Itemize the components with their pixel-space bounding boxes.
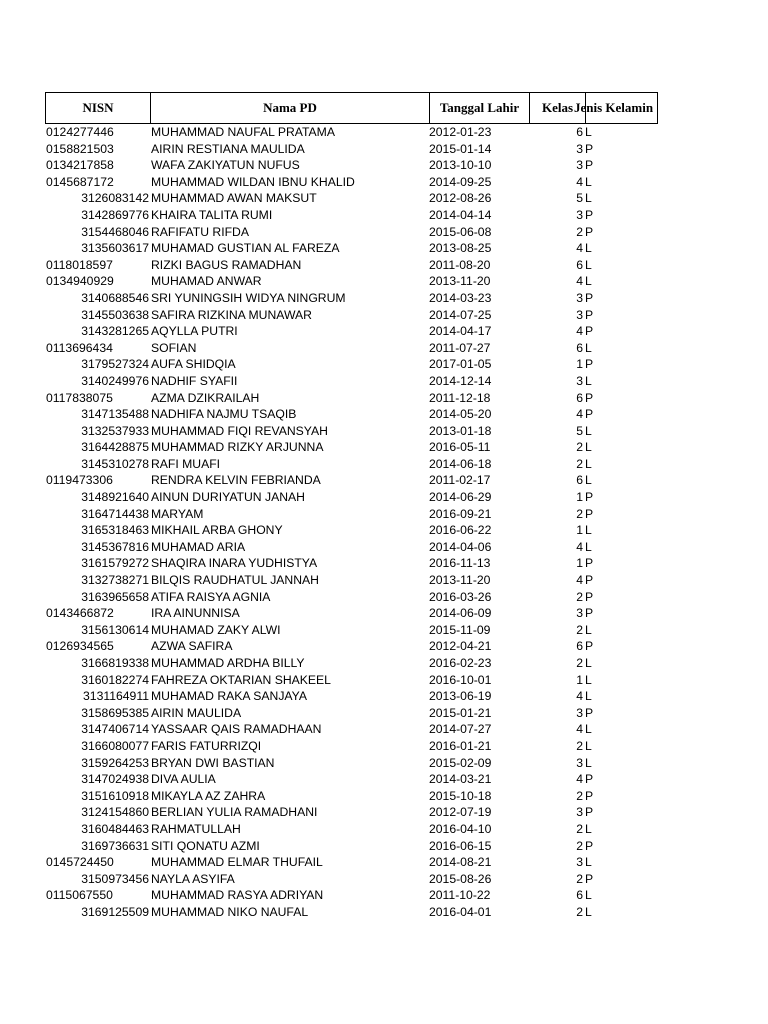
- cell-nama: WAFA ZAKIYATUN NUFUS: [151, 158, 300, 173]
- cell-kelas: 6: [576, 390, 583, 405]
- cell-nisn: 0134940929: [46, 274, 114, 289]
- cell-nisn: 3143281265: [81, 324, 149, 339]
- table-row: [45, 605, 658, 622]
- table-row: [45, 838, 658, 855]
- cell-nisn: 3164714438: [81, 506, 149, 521]
- table-row: [45, 804, 658, 821]
- cell-kelas: 2: [576, 589, 583, 604]
- table-row: [45, 174, 658, 191]
- table-row: [45, 871, 658, 888]
- cell-jenis-kelamin: P: [585, 224, 594, 239]
- cell-tanggal-lahir: 2015-08-26: [429, 871, 492, 886]
- cell-kelas: 6: [576, 340, 583, 355]
- cell-nisn: 3124154860: [81, 805, 149, 820]
- table-row: [45, 240, 658, 257]
- cell-nisn: 3166819338: [81, 656, 149, 670]
- cell-nama: SITI QONATU AZMI: [151, 838, 260, 853]
- cell-tanggal-lahir: 2013-06-19: [429, 689, 492, 704]
- cell-nama: SAFIRA RIZKINA MUNAWAR: [151, 307, 312, 322]
- cell-nisn: 3148921640: [81, 490, 149, 505]
- cell-jenis-kelamin: L: [585, 340, 592, 355]
- cell-nisn: 0119473306: [46, 473, 113, 488]
- cell-nisn: 0124277446: [46, 125, 114, 139]
- table-row: [45, 340, 658, 357]
- cell-jenis-kelamin: L: [585, 821, 592, 836]
- cell-nisn: 3169736631: [81, 838, 149, 853]
- cell-kelas: 6: [576, 257, 583, 272]
- cell-nama: RENDRA KELVIN FEBRIANDA: [151, 473, 321, 488]
- cell-jenis-kelamin: P: [585, 556, 594, 571]
- cell-tanggal-lahir: 2014-04-06: [429, 539, 492, 554]
- cell-jenis-kelamin: P: [585, 324, 594, 339]
- cell-kelas: 1: [576, 523, 583, 538]
- cell-tanggal-lahir: 2014-03-23: [429, 290, 492, 305]
- table-row: [45, 224, 658, 241]
- cell-tanggal-lahir: 2015-01-14: [429, 141, 492, 156]
- table-row: [45, 489, 658, 506]
- cell-tanggal-lahir: 2011-08-20: [429, 257, 491, 272]
- cell-nama: ATIFA RAISYA AGNIA: [151, 589, 271, 604]
- cell-kelas: 2: [576, 622, 583, 637]
- cell-nisn: 3151610918: [81, 788, 149, 803]
- table-row: [45, 356, 658, 373]
- cell-jenis-kelamin: L: [585, 125, 592, 139]
- cell-nisn: 3147135488: [81, 407, 149, 422]
- cell-kelas: 4: [576, 274, 583, 289]
- table-row: [45, 124, 658, 141]
- cell-nisn: 3160484463: [81, 821, 149, 836]
- cell-kelas: 2: [576, 506, 583, 521]
- cell-tanggal-lahir: 2012-07-19: [429, 805, 492, 820]
- cell-jenis-kelamin: L: [585, 689, 592, 704]
- table-row: [45, 821, 658, 838]
- cell-nama: MIKHAIL ARBA GHONY: [151, 523, 283, 538]
- cell-jenis-kelamin: L: [585, 174, 592, 189]
- table-row: [45, 738, 658, 755]
- cell-kelas: 4: [576, 539, 583, 554]
- cell-tanggal-lahir: 2014-06-29: [429, 490, 492, 505]
- cell-jenis-kelamin: L: [585, 373, 592, 388]
- cell-nama: MUHAMAD RAKA SANJAYA: [151, 689, 307, 704]
- cell-tanggal-lahir: 2015-10-18: [429, 788, 492, 803]
- table-row: [45, 539, 658, 556]
- cell-kelas: 3: [576, 290, 583, 305]
- cell-tanggal-lahir: 2016-05-11: [429, 440, 491, 455]
- cell-nama: SHAQIRA INARA YUDHISTYA: [151, 556, 318, 571]
- cell-tanggal-lahir: 2016-09-21: [429, 506, 492, 521]
- cell-jenis-kelamin: P: [585, 772, 594, 787]
- cell-jenis-kelamin: P: [585, 357, 594, 372]
- cell-tanggal-lahir: 2013-01-18: [429, 423, 492, 438]
- cell-nama: BRYAN DWI BASTIAN: [151, 755, 275, 770]
- cell-kelas: 2: [576, 440, 583, 455]
- cell-jenis-kelamin: L: [585, 672, 592, 687]
- table-row: [45, 257, 658, 274]
- table-row: [45, 423, 658, 440]
- cell-jenis-kelamin: L: [585, 523, 592, 538]
- cell-tanggal-lahir: 2012-08-26: [429, 191, 492, 206]
- cell-nisn: 3169125509: [81, 904, 149, 919]
- cell-nisn: 3166080077: [81, 738, 149, 753]
- cell-tanggal-lahir: 2016-02-23: [429, 656, 492, 670]
- cell-nama: RAFI MUAFI: [151, 456, 221, 471]
- cell-nama: BERLIAN YULIA RAMADHANI: [151, 805, 318, 820]
- cell-tanggal-lahir: 2011-12-18: [429, 390, 491, 405]
- cell-tanggal-lahir: 2014-08-21: [429, 855, 492, 870]
- cell-nisn: 0145724450: [46, 855, 114, 870]
- cell-jenis-kelamin: P: [585, 407, 594, 422]
- table-row: [45, 854, 658, 871]
- cell-nisn: 0113696434: [46, 340, 113, 355]
- cell-kelas: 3: [576, 141, 583, 156]
- cell-nisn: 0145687172: [46, 174, 114, 189]
- cell-nama: RAFIFATU RIFDA: [151, 224, 249, 239]
- cell-nisn: 3156130614: [81, 622, 149, 637]
- cell-jenis-kelamin: P: [585, 705, 594, 720]
- cell-jenis-kelamin: P: [585, 207, 594, 222]
- table-row: [45, 904, 658, 921]
- cell-jenis-kelamin: L: [585, 473, 592, 488]
- cell-kelas: 6: [576, 639, 583, 654]
- cell-nisn: 3145503638: [81, 307, 149, 322]
- table-row: [45, 190, 658, 207]
- cell-tanggal-lahir: 2013-10-10: [429, 158, 492, 173]
- header-nama: Nama PD: [151, 93, 430, 123]
- cell-tanggal-lahir: 2013-08-25: [429, 241, 492, 256]
- cell-jenis-kelamin: P: [585, 871, 594, 886]
- cell-kelas: 4: [576, 241, 583, 256]
- table-row: [45, 688, 658, 705]
- cell-tanggal-lahir: 2016-11-13: [429, 556, 491, 571]
- table-row: [45, 755, 658, 772]
- cell-kelas: 2: [576, 838, 583, 853]
- cell-nama: MUHAMMAD NIKO NAUFAL: [151, 904, 309, 919]
- cell-tanggal-lahir: 2016-01-21: [429, 738, 492, 753]
- cell-nama: DIVA AULIA: [151, 772, 216, 787]
- table-row: [45, 555, 658, 572]
- cell-tanggal-lahir: 2013-11-20: [429, 573, 491, 588]
- table-row: [45, 307, 658, 324]
- cell-nisn: 0158821503: [46, 141, 114, 156]
- cell-nama: SRI YUNINGSIH WIDYA NINGRUM: [151, 290, 346, 305]
- cell-nisn: 3179527324: [81, 357, 149, 372]
- cell-nama: RAHMATULLAH: [151, 821, 241, 836]
- table-row: [45, 506, 658, 523]
- cell-jenis-kelamin: L: [585, 456, 592, 471]
- cell-kelas: 6: [576, 125, 583, 139]
- cell-tanggal-lahir: 2016-10-01: [429, 672, 492, 687]
- cell-tanggal-lahir: 2013-11-20: [429, 274, 491, 289]
- cell-kelas: 2: [576, 871, 583, 886]
- cell-tanggal-lahir: 2015-02-09: [429, 755, 492, 770]
- cell-nama: SOFIAN: [151, 340, 197, 355]
- cell-jenis-kelamin: P: [585, 506, 594, 521]
- cell-jenis-kelamin: L: [585, 656, 592, 670]
- cell-tanggal-lahir: 2015-06-08: [429, 224, 492, 239]
- cell-kelas: 2: [576, 821, 583, 836]
- header-tanggal-lahir: Tanggal Lahir: [430, 93, 530, 123]
- table-row: [45, 672, 658, 689]
- cell-nisn: 0115067550: [46, 888, 113, 903]
- cell-kelas: 4: [576, 772, 583, 787]
- cell-nisn: 3140688546: [81, 290, 149, 305]
- cell-tanggal-lahir: 2014-04-17: [429, 324, 492, 339]
- cell-tanggal-lahir: 2015-01-21: [429, 705, 492, 720]
- cell-jenis-kelamin: P: [585, 158, 594, 173]
- cell-kelas: 6: [576, 888, 583, 903]
- cell-nisn: 3126083142: [81, 191, 149, 206]
- cell-nisn: 3150973456: [81, 871, 149, 886]
- cell-nisn: 0118018597: [46, 257, 113, 272]
- cell-nisn: 3135603617: [81, 241, 149, 256]
- cell-kelas: 3: [576, 705, 583, 720]
- cell-kelas: 4: [576, 324, 583, 339]
- cell-jenis-kelamin: L: [585, 855, 592, 870]
- cell-tanggal-lahir: 2014-12-14: [429, 373, 492, 388]
- cell-nama: MUHAMMAD ARDHA BILLY: [151, 656, 305, 670]
- cell-nama: MUHAMMAD RASYA ADRIYAN: [151, 888, 324, 903]
- cell-jenis-kelamin: P: [585, 805, 594, 820]
- cell-kelas: 6: [576, 473, 583, 488]
- cell-tanggal-lahir: 2014-05-20: [429, 407, 492, 422]
- table-body: [45, 124, 658, 921]
- cell-tanggal-lahir: 2011-02-17: [429, 473, 491, 488]
- cell-kelas: 3: [576, 373, 583, 388]
- cell-nama: BILQIS RAUDHATUL JANNAH: [151, 573, 319, 588]
- table-row: [45, 572, 658, 589]
- table-row: [45, 456, 658, 473]
- cell-nisn: 0126934565: [46, 639, 114, 654]
- cell-kelas: 2: [576, 456, 583, 471]
- cell-nisn: 3160182274: [81, 672, 149, 687]
- cell-jenis-kelamin: L: [585, 755, 592, 770]
- cell-tanggal-lahir: 2016-03-26: [429, 589, 492, 604]
- cell-jenis-kelamin: P: [585, 490, 594, 505]
- cell-nisn: 0134217858: [46, 158, 114, 173]
- cell-nama: MUHAMAD ARIA: [151, 539, 246, 554]
- cell-kelas: 1: [576, 672, 583, 687]
- cell-nama: AUFA SHIDQIA: [151, 357, 236, 372]
- table-row: [45, 390, 658, 407]
- cell-nama: FARIS FATURRIZQI: [151, 738, 262, 753]
- cell-jenis-kelamin: P: [585, 639, 594, 654]
- cell-nisn: 3132537933: [81, 423, 149, 438]
- cell-tanggal-lahir: 2016-06-15: [429, 838, 492, 853]
- cell-tanggal-lahir: 2014-04-14: [429, 207, 492, 222]
- cell-kelas: 3: [576, 158, 583, 173]
- cell-kelas: 2: [576, 656, 583, 670]
- cell-nisn: 3145367816: [81, 539, 149, 554]
- table-row: [45, 323, 658, 340]
- cell-nama: RIZKI BAGUS RAMADHAN: [151, 257, 302, 272]
- cell-nisn: 3165318463: [81, 523, 149, 538]
- cell-kelas: 1: [576, 556, 583, 571]
- cell-nama: MUHAMMAD ELMAR THUFAIL: [151, 855, 323, 870]
- cell-jenis-kelamin: P: [585, 606, 594, 621]
- table-row: [45, 887, 658, 904]
- cell-nama: AZMA DZIKRAILAH: [151, 390, 260, 405]
- cell-jenis-kelamin: L: [585, 622, 592, 637]
- cell-jenis-kelamin: L: [585, 722, 592, 737]
- cell-kelas: 3: [576, 307, 583, 322]
- header-nisn: NISN: [46, 93, 151, 123]
- cell-tanggal-lahir: 2011-10-22: [429, 888, 491, 903]
- cell-kelas: 3: [576, 855, 583, 870]
- table-row: [45, 771, 658, 788]
- cell-jenis-kelamin: P: [585, 788, 594, 803]
- cell-kelas: 1: [576, 490, 583, 505]
- cell-kelas: 4: [576, 407, 583, 422]
- cell-jenis-kelamin: L: [585, 191, 592, 206]
- student-table: [45, 92, 658, 921]
- cell-tanggal-lahir: 2016-04-01: [429, 904, 492, 919]
- cell-tanggal-lahir: 2012-04-21: [429, 639, 492, 654]
- table-header: [45, 92, 658, 124]
- table-row: [45, 655, 658, 672]
- cell-tanggal-lahir: 2014-07-25: [429, 307, 492, 322]
- header-jenis-kelamin: Jenis Kelamin: [586, 93, 658, 123]
- table-row: [45, 439, 658, 456]
- cell-kelas: 3: [576, 606, 583, 621]
- cell-kelas: 3: [576, 805, 583, 820]
- table-row: [45, 290, 658, 307]
- cell-nama: KHAIRA TALITA RUMI: [151, 207, 273, 222]
- cell-jenis-kelamin: L: [585, 274, 592, 289]
- table-row: [45, 406, 658, 423]
- cell-nama: MUHAMAD ZAKY ALWI: [151, 622, 281, 637]
- cell-tanggal-lahir: 2014-09-25: [429, 174, 492, 189]
- cell-nisn: 3163965658: [81, 589, 149, 604]
- cell-jenis-kelamin: L: [585, 888, 592, 903]
- cell-tanggal-lahir: 2017-01-05: [429, 357, 492, 372]
- table-row: [45, 207, 658, 224]
- cell-kelas: 5: [576, 423, 583, 438]
- table-row: [45, 705, 658, 722]
- cell-nama: AQYLLA PUTRI: [151, 324, 238, 339]
- cell-kelas: 3: [576, 755, 583, 770]
- cell-nisn: 3161579272: [81, 556, 149, 571]
- cell-jenis-kelamin: P: [585, 390, 594, 405]
- cell-tanggal-lahir: 2014-07-27: [429, 722, 492, 737]
- cell-nisn: 0117838075: [46, 390, 113, 405]
- cell-jenis-kelamin: L: [585, 738, 592, 753]
- cell-nama: IRA AINUNNISA: [151, 606, 240, 621]
- cell-nama: MUHAMMAD WILDAN IBNU KHALID: [151, 174, 355, 189]
- cell-nama: NADHIF SYAFII: [151, 373, 238, 388]
- table-row: [45, 721, 658, 738]
- table-row: [45, 273, 658, 290]
- table-row: [45, 472, 658, 489]
- cell-nama: MUHAMMAD FIQI REVANSYAH: [151, 423, 328, 438]
- cell-kelas: 2: [576, 738, 583, 753]
- cell-kelas: 4: [576, 174, 583, 189]
- cell-nama: MUHAMMAD NAUFAL PRATAMA: [151, 125, 335, 139]
- cell-nisn: 3140249976: [81, 373, 149, 388]
- cell-kelas: 2: [576, 904, 583, 919]
- cell-jenis-kelamin: L: [585, 423, 592, 438]
- cell-jenis-kelamin: L: [585, 904, 592, 919]
- table-row: [45, 589, 658, 606]
- cell-nama: AZWA SAFIRA: [151, 639, 233, 654]
- cell-tanggal-lahir: 2016-06-22: [429, 523, 492, 538]
- cell-nama: MUHAMAD GUSTIAN AL FAREZA: [151, 241, 340, 256]
- cell-jenis-kelamin: L: [585, 539, 592, 554]
- table-row: [45, 638, 658, 655]
- cell-nisn: 3164428875: [81, 440, 149, 455]
- cell-nama: MUHAMMAD AWAN MAKSUT: [151, 191, 317, 206]
- cell-nisn: 3158695385: [81, 705, 149, 720]
- cell-jenis-kelamin: L: [585, 257, 592, 272]
- cell-nama: FAHREZA OKTARIAN SHAKEEL: [151, 672, 331, 687]
- cell-nama: MIKAYLA AZ ZAHRA: [151, 788, 266, 803]
- cell-tanggal-lahir: 2014-06-18: [429, 456, 492, 471]
- cell-nisn: 3154468046: [81, 224, 149, 239]
- cell-jenis-kelamin: P: [585, 573, 594, 588]
- cell-tanggal-lahir: 2015-11-09: [429, 622, 491, 637]
- cell-kelas: 1: [576, 357, 583, 372]
- cell-kelas: 5: [576, 191, 583, 206]
- cell-nisn: 3159264253: [81, 755, 149, 770]
- cell-tanggal-lahir: 2011-07-27: [429, 340, 491, 355]
- cell-kelas: 4: [576, 722, 583, 737]
- cell-nisn: 3131164911: [83, 689, 149, 704]
- cell-kelas: 4: [576, 573, 583, 588]
- cell-nisn: 3132738271: [81, 573, 149, 588]
- cell-tanggal-lahir: 2014-03-21: [429, 772, 492, 787]
- table-row: [45, 522, 658, 539]
- table-row: [45, 157, 658, 174]
- cell-nama: MUHAMMAD RIZKY ARJUNNA: [151, 440, 324, 455]
- cell-nama: MUHAMAD ANWAR: [151, 274, 262, 289]
- cell-nama: AIRIN RESTIANA MAULIDA: [151, 141, 305, 156]
- cell-nisn: 3147024938: [81, 772, 149, 787]
- cell-jenis-kelamin: P: [585, 290, 594, 305]
- table-row: [45, 622, 658, 639]
- cell-kelas: 3: [576, 207, 583, 222]
- cell-jenis-kelamin: L: [585, 241, 592, 256]
- cell-kelas: 4: [576, 689, 583, 704]
- cell-nama: AIRIN MAULIDA: [151, 705, 242, 720]
- cell-nama: NADHIFA NAJMU TSAQIB: [151, 407, 297, 422]
- table-row: [45, 141, 658, 158]
- cell-tanggal-lahir: 2016-04-10: [429, 821, 492, 836]
- cell-nama: MARYAM: [151, 506, 204, 521]
- cell-jenis-kelamin: P: [585, 307, 594, 322]
- cell-jenis-kelamin: P: [585, 589, 594, 604]
- cell-tanggal-lahir: 2012-01-23: [429, 125, 492, 139]
- cell-kelas: 2: [576, 224, 583, 239]
- cell-jenis-kelamin: P: [585, 838, 594, 853]
- cell-tanggal-lahir: 2014-06-09: [429, 606, 492, 621]
- table-row: [45, 373, 658, 390]
- cell-nisn: 0143466872: [46, 606, 114, 621]
- cell-kelas: 2: [576, 788, 583, 803]
- cell-nisn: 3147406714: [81, 722, 149, 737]
- cell-jenis-kelamin: P: [585, 141, 594, 156]
- cell-nama: NAYLA ASYIFA: [151, 871, 235, 886]
- cell-nama: AINUN DURIYATUN JANAH: [151, 490, 305, 505]
- table-row: [45, 788, 658, 805]
- cell-nisn: 3142869776: [81, 207, 149, 222]
- cell-nama: YASSAAR QAIS RAMADHAAN: [151, 722, 322, 737]
- cell-nisn: 3145310278: [81, 456, 149, 471]
- header-kelas: Kelas: [530, 93, 586, 123]
- cell-jenis-kelamin: L: [585, 440, 592, 455]
